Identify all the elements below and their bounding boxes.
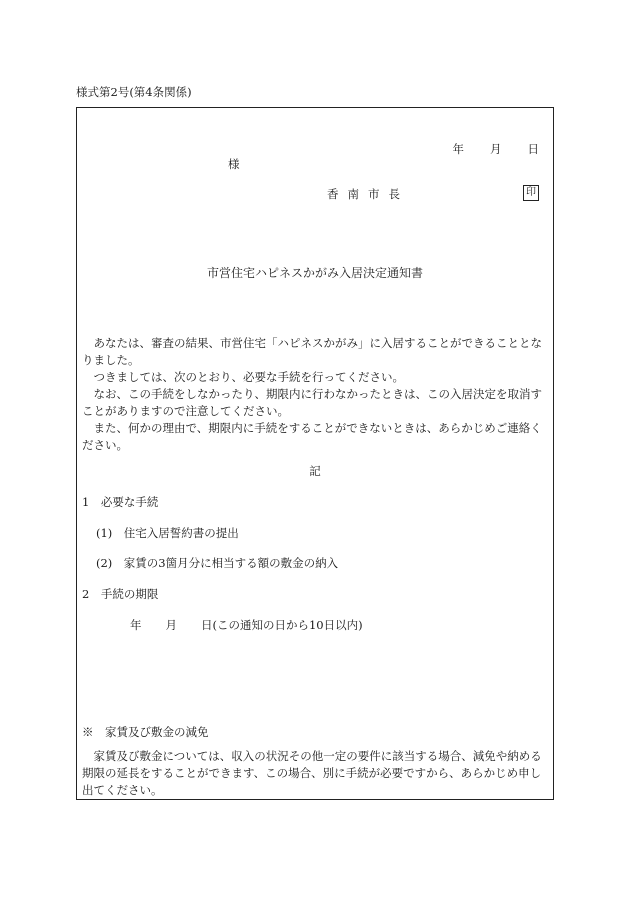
paragraph: あなたは、審査の結果、市営住宅「ハピネスかがみ」に入居することができることとなりました。 [82, 336, 542, 367]
day-unit: 日 [527, 142, 539, 156]
note-paragraph: 家賃及び敷金については、収入の状況その他一定の要件に該当する場合、減免や納める期限の延長をすることができます、この場合、別に手続が必要ですから、あらかじめ申し出てください。 [82, 749, 542, 797]
notice-frame [76, 107, 554, 800]
ki-heading: 記 [309, 464, 321, 478]
section-1-heading: 1 必要な手続 [82, 495, 159, 509]
form-number: 様式第2号(第4条関係) [76, 85, 192, 99]
addressee-suffix: 様 [228, 157, 240, 171]
seal-mark: 印 [523, 185, 539, 201]
paragraph: つきましては、次のとおり、必要な手続を行ってください。 [93, 370, 404, 384]
section-1-item: (1) 住宅入居誓約書の提出 [96, 526, 239, 540]
paragraph: なお、この手続をしなかったり、期限内に行わなかったときは、この入居決定を取消すことがありますので注意してください。 [82, 387, 542, 418]
note-body [82, 748, 552, 799]
month-unit: 月 [490, 142, 502, 156]
deadline-day: 日(この通知の日から10日以内) [201, 618, 363, 632]
year-unit: 年 [452, 142, 464, 156]
date-line [453, 141, 540, 157]
notice-body [82, 335, 552, 454]
deadline-month: 月 [165, 618, 177, 632]
document-title: 市営住宅ハピネスかがみ入居決定通知書 [206, 266, 423, 280]
section-1-item: (2) 家賃の3箇月分に相当する額の敷金の納入 [96, 556, 339, 570]
section-2-heading: 2 手続の期限 [82, 587, 159, 601]
paragraph: また、何かの理由で、期限内に手続をすることができないときは、あらかじめご連絡ください。 [82, 421, 542, 452]
issuer-name: 香南市長 [327, 187, 409, 201]
note-heading: ※ 家賃及び敷金の減免 [82, 725, 209, 739]
deadline-line [130, 617, 363, 633]
deadline-year: 年 [130, 618, 142, 632]
